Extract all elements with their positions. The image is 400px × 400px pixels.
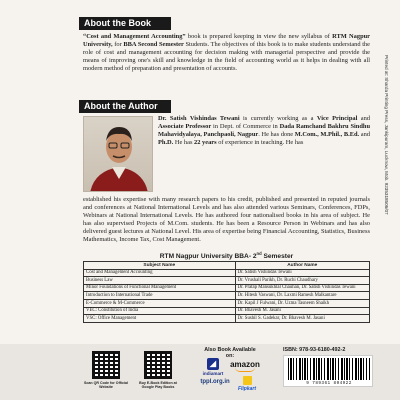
- author-cell: Dr. Vrushali Parikh, Dr. Ruchi Chaudhary: [235, 277, 369, 285]
- author-name: Dr. Satish Vishindas Tewani: [158, 115, 240, 122]
- author-experience: 22 years: [194, 139, 217, 147]
- syllabus-title-main: RTM Nagpur University BBA- 2: [159, 253, 257, 261]
- author-role-2: Associate Professor: [158, 123, 212, 131]
- amazon-logo: [230, 360, 260, 372]
- tppl-logo: tppl.org.in: [200, 379, 230, 385]
- subject-cell: Cost and Management Accounting: [84, 269, 236, 277]
- author-cell: Dr. Bhavesh M. Jasani: [235, 307, 369, 315]
- subject-cell: Introduction to International Trade: [84, 292, 236, 300]
- author-college: Dada Ramchand Bakhru Sindhu Mahavidyalaya, Panchpaoli, Nagpur: [158, 123, 370, 139]
- barcode-bars: [288, 358, 370, 380]
- author-cell: Dr. Satish Vishindas Tewani: [235, 269, 369, 277]
- column-header-author: Author Name: [235, 262, 369, 270]
- flipkart-icon: [243, 376, 252, 385]
- subject-cell: VSC: Office Management: [84, 315, 236, 323]
- amazon-label: amazon: [230, 360, 260, 369]
- flipkart-label: Flipkart: [237, 386, 257, 392]
- available-on-title: Also Book Available on:: [204, 347, 256, 359]
- qr-caption-website: Scan QR Code for Official Website: [84, 381, 128, 390]
- qr-code-icon: [92, 351, 120, 379]
- author-role: Vice Principal: [316, 115, 358, 122]
- indiamart-icon: ◢: [207, 358, 219, 370]
- column-header-subject: Subject Name: [84, 262, 236, 270]
- book-title-text: “Cost and Management Accounting”: [83, 33, 186, 40]
- author-intro-part: and: [357, 115, 370, 122]
- about-book-text-part: for: [112, 41, 124, 49]
- author-intro: [158, 115, 370, 147]
- table-row: [84, 292, 370, 300]
- subject-cell: VEC: Constitution of India: [84, 307, 236, 315]
- author-degrees: M.Com., M.Phil., B.Ed.: [294, 131, 360, 139]
- about-author-heading: About the Author: [79, 100, 171, 113]
- table-header-row: [84, 262, 370, 270]
- syllabus-table: [83, 261, 370, 323]
- syllabus-table-title: [83, 251, 370, 260]
- indiamart-label: indiamart: [202, 371, 224, 376]
- author-intro-part: He has: [173, 139, 195, 147]
- table-row: [84, 277, 370, 285]
- semester-name: BBA Second Semester: [123, 41, 184, 49]
- author-bio: established his expertise with many research papers to his credit, published and presented in reputed journals and conferences at National International Levels and has also attended various Seminars, Conferences, FDPs, Webinars at National International Levels. He has authored four nationalised books in his area of subject. He has also supervised Projects of M.Com. students. He has been a Resource Person in Webinars and has also delivered guest lectures at National Level. His area of expertise being Financial Accounting, Statistics, Business Mathematics, Income Tax, Cost Management.: [83, 196, 370, 244]
- author-intro-part: in Dept. of Commerce in: [211, 123, 280, 131]
- about-book-text-part: book is prepared keeping in view the new syllabus of: [185, 33, 333, 40]
- syllabus-title-sup: nd: [256, 251, 262, 256]
- indiamart-logo: [198, 358, 228, 376]
- table-row: [84, 307, 370, 315]
- qr-code-icon: [144, 351, 172, 379]
- author-intro-part: of experience in teaching. He has: [216, 139, 304, 147]
- printer-imprint: Printed at: Sharda Printing Press, Jankipuram, Lucknow, Mob. 9235318506/07: [384, 55, 389, 215]
- author-cell: Dr. Kapil J Fulwani, Dr. Uzma Tasneem Shaikh: [235, 299, 369, 307]
- author-cell: Dr. Pratap Mansukhlal Chauhan, Dr. Satish Vishindas Tewani: [235, 284, 369, 292]
- table-row: [84, 315, 370, 323]
- subject-cell: E-Commerce & M-Commerce: [84, 299, 236, 307]
- about-book-text-part: Students. The objectives of this book is to make students understand the role of cost and management accounting for decision making with managerial perspective and provide the means of improving one's skill and knowledge in the field of accounting world as it helps in dealing with all modern method of preparation and presentation of accounts.: [83, 41, 371, 73]
- subject-cell: Minor Foundations of Functional Management: [84, 284, 236, 292]
- flipkart-logo: [232, 376, 262, 392]
- isbn-number: ISBN: 978-93-6180-492-2: [283, 347, 346, 353]
- author-intro-part: . He has done: [258, 131, 295, 139]
- author-intro-part: and: [359, 131, 371, 139]
- barcode-digits: 9 789361 804922: [306, 381, 352, 386]
- table-row: [84, 269, 370, 277]
- university-name: RTM Nagpur University,: [83, 33, 371, 49]
- author-photo: [83, 116, 153, 192]
- table-row: [84, 284, 370, 292]
- barcode: [283, 355, 373, 387]
- table-row: [84, 299, 370, 307]
- qr-caption-ebook: Buy E-Book Edition at Google Play Books: [139, 381, 177, 390]
- subject-cell: Business Law: [84, 277, 236, 285]
- syllabus-title-end: Semester: [261, 253, 294, 261]
- about-book-text: [83, 33, 370, 73]
- author-intro-part: is currently working as a: [239, 115, 317, 122]
- author-cell: Dr. Sushil S. Gadekar, Dr. Bhavesh M. Jasani: [235, 315, 369, 323]
- about-book-heading: About the Book: [79, 17, 171, 30]
- author-cell: Dr. Hitesh Vaswani, Dr. Laxmi Ramesh Malkantare: [235, 292, 369, 300]
- author-phd: Ph.D.: [158, 139, 174, 147]
